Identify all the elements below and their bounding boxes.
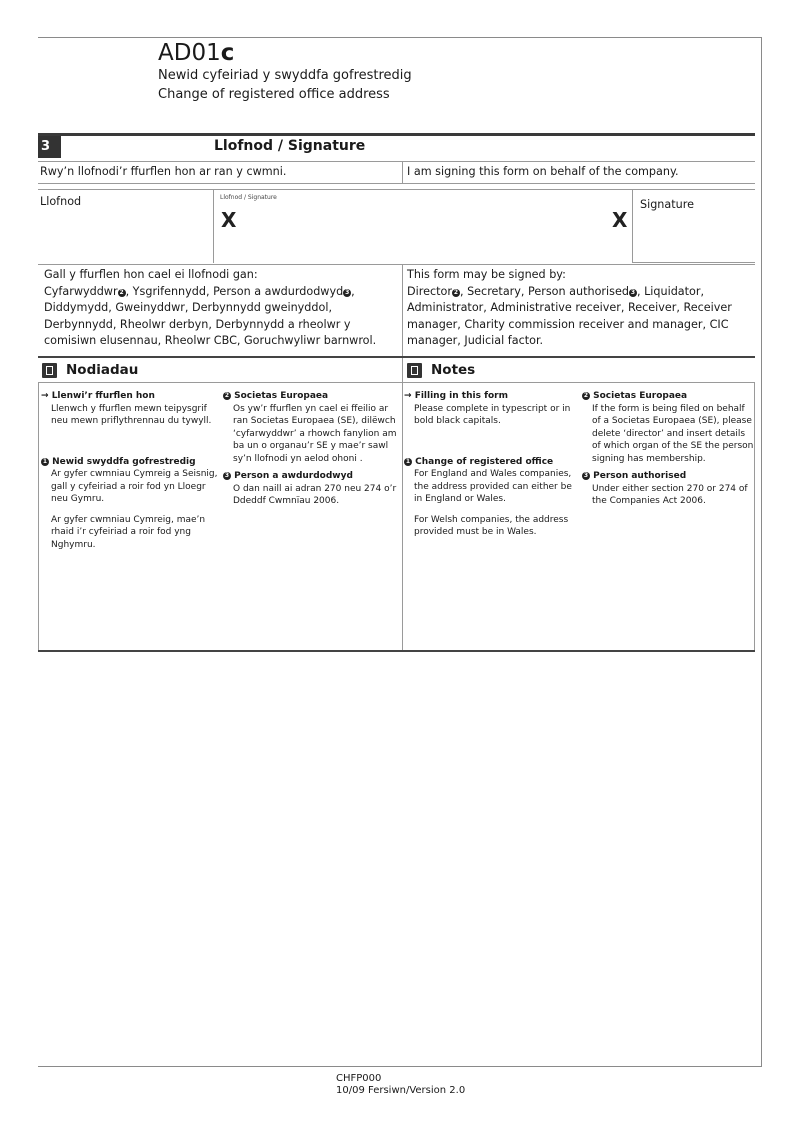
note-body: Please complete in typescript or in bold black capitals. [414,403,571,426]
note-heading: 2 Societas Europaea [224,391,329,401]
notes-divider [38,356,755,358]
note-body: O dan naill ai adran 270 neu 274 o’r Ddeddf Cwmnïau 2006. [233,483,397,506]
signature-cross-left: X [221,208,237,232]
note-body: For England and Wales companies, the address provided can either be in England or Wales. [414,469,572,504]
page-frame-top [38,37,762,38]
note-heading: 3 Person a awdurdodwyd [224,471,353,481]
signers-english: This form may be signed by: Director 2 , Secretary, Person authorised 3 , Liquidator, Administrator, Administrative receiver, Receiver, Receiver manager, Charity commission receiver and manager, CIC manager, Judicial factor. [407,268,732,347]
note-heading: → Llenwi’r ffurflen hon [41,391,155,401]
bullet-3-icon: 3 [583,472,589,479]
note-body: Ar gyfer cwmniau Cymreig, mae’n rhaid i’r cyfeiriad a roir fod yng Nghymru. [51,514,206,550]
note-heading: 1 Newid swyddfa gofrestredig [42,456,196,467]
divider [754,382,755,652]
signature-label-welsh: Llofnod [40,195,82,208]
footer [336,1073,465,1097]
form-title-welsh: Newid cyfeiriad y swyddfa gofrestredig [158,68,412,83]
statement-english: I am signing this form on behalf of the company. [407,165,679,178]
section-divider [38,133,755,136]
bullet-2-icon: 2 [453,288,459,296]
notes-welsh-col2 [223,390,398,508]
note-body: For Welsh companies, the address provided must be in Wales. [414,514,569,537]
divider [632,262,755,263]
notes-book-icon [407,363,422,378]
bullet-3-icon: 3 [345,288,350,296]
note-body: Llenwch y ffurflen mewn teipysgrif neu mewn priflythrennau du tywyll. [51,403,212,426]
form-code: AD01c [158,40,235,66]
bullet-3-icon: 3 [630,288,636,296]
bullet-2-icon: 2 [119,288,124,296]
notes-book-icon [42,363,57,378]
note-heading: 2 Societas Europaea [583,391,688,401]
signature-box-caption: Llofnod / Signature [220,194,277,201]
divider [38,264,755,265]
footer-version: 10/09 Fersiwn/Version 2.0 [336,1085,466,1096]
divider [38,382,755,383]
footer-code: CHFP000 [336,1073,382,1084]
page-frame-bottom [38,1066,762,1067]
notes-welsh-col1 [41,390,221,551]
notes-english-col1 [404,390,582,539]
divider [632,189,633,263]
signers-welsh: Gall y ffurflen hon cael ei llofnodi gan: Cyfarwyddwr 2 , Ysgrifennydd, Person a awdurdodwyd 3 , Diddymydd, Gweinyddwr, Derbynnydd gweinyddol, Derbynnydd, Rheolwr derbyn, Derbynnydd a rheolwr y comisiwn elusennau, Rheolwr CBC, Goruchwyliwr barnwrol. [44,268,377,347]
divider [402,264,403,652]
note-body: Os yw’r ffurflen yn cael ei ffeilio ar ran Societas Europaea (SE), dilëwch ‘cyfarwyddwr’ a rhowch fanylion am ba un o organau’r SE y mae’r sawl sy’n llofnodi yn aelod ohoni . [233,403,397,464]
notes-bottom-divider [38,650,755,652]
form-title-english: Change of registered office address [158,87,390,102]
bullet-1-icon: 1 [405,457,411,465]
bullet-1-icon: 1 [42,457,48,465]
divider [38,382,39,652]
statement-welsh: Rwy’n llofnodi’r ffurflen hon ar ran y cwmni. [40,165,287,178]
bullet-2-icon: 2 [224,392,230,399]
notes-header-english: Notes [431,362,476,378]
arrow-icon: → [41,391,52,401]
page-frame-right [761,37,762,1067]
section-number: 3 [38,136,61,158]
note-heading: → Filling in this form [404,391,508,401]
arrow-icon: → [404,391,415,401]
signature-label-english: Signature [640,198,694,211]
divider [38,183,755,184]
note-heading: 3 Person authorised [583,471,687,481]
note-body: If the form is being filed on behalf of a Societas Europaea (SE), please delete ‘director’ and insert details of which organ of the SE the person signing has membership. [592,403,754,464]
bullet-3-icon: 3 [224,472,230,479]
notes-header-welsh: Nodiadau [66,362,139,378]
note-heading: 1 Change of registered office [405,456,554,467]
divider [402,161,403,183]
section-title: Llofnod / Signature [214,138,366,154]
divider [38,161,755,162]
notes-english-col2 [582,390,754,508]
note-body: Ar gyfer cwmniau Cymreig a Seisnig, gall y cyfeiriad a roir fod yn Lloegr neu Gymru. [51,469,218,504]
note-body: Under either section 270 or 274 of the Companies Act 2006. [592,483,748,506]
bullet-2-icon: 2 [583,392,589,399]
signature-cross-right: X [612,208,628,232]
